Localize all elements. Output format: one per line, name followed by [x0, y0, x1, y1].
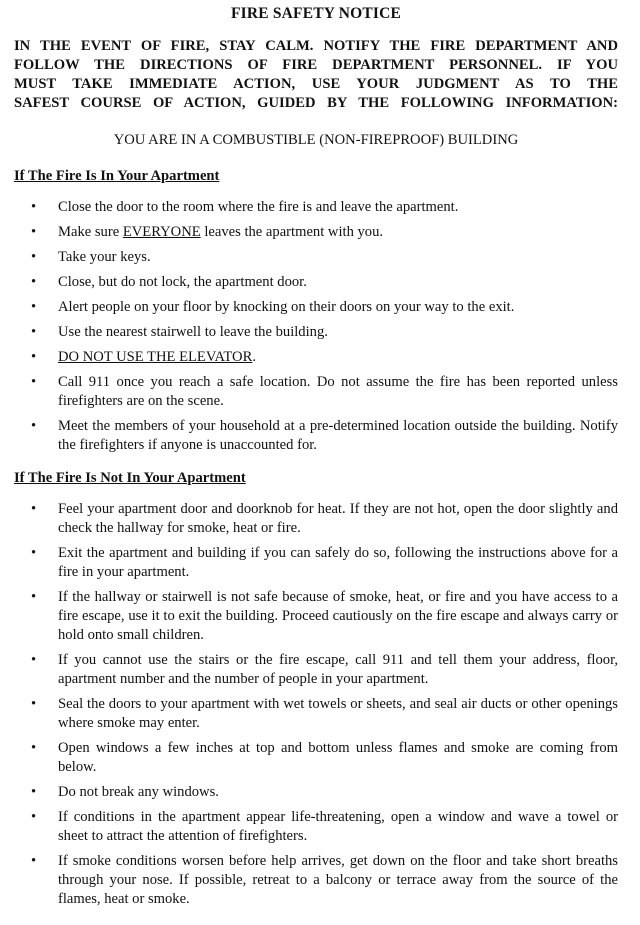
intro-line: IN THE EVENT OF FIRE, STAY CALM. NOTIFY THE FIRE DEPARTMENT AND [14, 38, 618, 54]
bullet-icon: • [31, 545, 37, 561]
bullet-icon: • [31, 589, 37, 605]
list-item [14, 248, 618, 267]
intro-paragraph [14, 37, 618, 113]
underlined-emphasis: DO NOT USE THE ELEVATOR [58, 349, 253, 365]
list-item-text: . [252, 349, 256, 365]
list-item [14, 739, 618, 777]
list-item [14, 198, 618, 217]
list-item [14, 588, 618, 645]
list-item-text: If you cannot use the stairs or the fire escape, call 911 and tell them your address, floor, apartment number and the number of people in your apartment. [58, 652, 618, 687]
list-item-text: If conditions in the apartment appear life-threatening, open a window and wave a towel or sheet to attract the attention of firefighters. [58, 809, 618, 844]
list-item [14, 273, 618, 292]
list-item-text: Seal the doors to your apartment with wet towels or sheets, and seal air ducts or other openings where smoke may enter. [58, 696, 618, 731]
bullet-icon: • [31, 199, 37, 215]
bullet-icon: • [31, 740, 37, 756]
bullet-icon: • [31, 249, 37, 265]
bullet-icon: • [31, 696, 37, 712]
list-item [14, 783, 618, 802]
list-item-text: Make sure [58, 224, 123, 240]
underlined-emphasis: EVERYONE [122, 224, 201, 240]
bullet-icon: • [31, 324, 37, 340]
bullet-icon: • [31, 418, 37, 434]
bullet-icon: • [31, 652, 37, 668]
list-item [14, 852, 618, 909]
list-item [14, 695, 618, 733]
list-item-text: Alert people on your floor by knocking on their doors on your way to the exit. [58, 299, 515, 315]
list-item-text: leaves the apartment with you. [200, 224, 384, 240]
list-item-text: Close, but do not lock, the apartment door. [58, 274, 307, 290]
list-item [14, 651, 618, 689]
list-item [14, 373, 618, 411]
fire-not-in-apartment-list [14, 500, 618, 909]
list-item-text: Take your keys. [58, 249, 151, 265]
intro-line: MUST TAKE IMMEDIATE ACTION, USE YOUR JUDGMENT AS TO THE [14, 76, 618, 92]
list-item-text: Feel your apartment door and doorknob for heat. If they are not hot, open the door slightly and check the hallway for smoke, heat or fire. [58, 501, 618, 536]
section-heading-fire-in-apartment: If The Fire Is In Your Apartment [14, 168, 220, 184]
list-item [14, 298, 618, 317]
intro-line: SAFEST COURSE OF ACTION, GUIDED BY THE FOLLOWING INFORMATION: [14, 95, 618, 111]
bullet-icon: • [31, 349, 37, 365]
list-item [14, 544, 618, 582]
list-item-text: Call 911 once you reach a safe location. Do not assume the fire has been reported unless firefighters are on the scene. [58, 374, 618, 409]
building-type-subhead: YOU ARE IN A COMBUSTIBLE (NON-FIREPROOF) BUILDING [113, 132, 519, 148]
intro-line: FOLLOW THE DIRECTIONS OF FIRE DEPARTMENT PERSONNEL. IF YOU [14, 57, 618, 73]
list-item-text: Close the door to the room where the fire is and leave the apartment. [58, 199, 459, 215]
page-title: FIRE SAFETY NOTICE [230, 5, 402, 22]
list-item [14, 417, 618, 455]
list-item-text: Do not break any windows. [58, 784, 219, 800]
list-item-text: If the hallway or stairwell is not safe because of smoke, heat, or fire and you have access to a fire escape, use it to exit the building. Proceed cautiously on the fire escape and always carry or hold onto small children. [58, 589, 618, 643]
list-item [14, 223, 618, 242]
list-item-text: Open windows a few inches at top and bottom unless flames and smoke are coming from below. [58, 740, 618, 775]
bullet-icon: • [31, 224, 37, 240]
list-item [14, 348, 618, 367]
bullet-icon: • [31, 809, 37, 825]
list-item [14, 323, 618, 342]
list-item-text: Exit the apartment and building if you can safely do so, following the instructions above for a fire in your apartment. [58, 545, 618, 580]
list-item-text: Use the nearest stairwell to leave the building. [58, 324, 328, 340]
list-item-text: Meet the members of your household at a pre-determined location outside the building. Notify the firefighters if anyone is unaccounted for. [58, 418, 618, 453]
bullet-icon: • [31, 374, 37, 390]
bullet-icon: • [31, 299, 37, 315]
list-item [14, 500, 618, 538]
bullet-icon: • [31, 784, 37, 800]
list-item-text: If smoke conditions worsen before help arrives, get down on the floor and take short breaths through your nose. If possible, retreat to a balcony or terrace away from the source of the flames, heat or smoke. [58, 853, 618, 907]
bullet-icon: • [31, 853, 37, 869]
fire-in-apartment-list [14, 198, 618, 455]
section-heading-fire-not-in-apartment: If The Fire Is Not In Your Apartment [14, 470, 246, 486]
bullet-icon: • [31, 274, 37, 290]
bullet-icon: • [31, 501, 37, 517]
list-item [14, 808, 618, 846]
